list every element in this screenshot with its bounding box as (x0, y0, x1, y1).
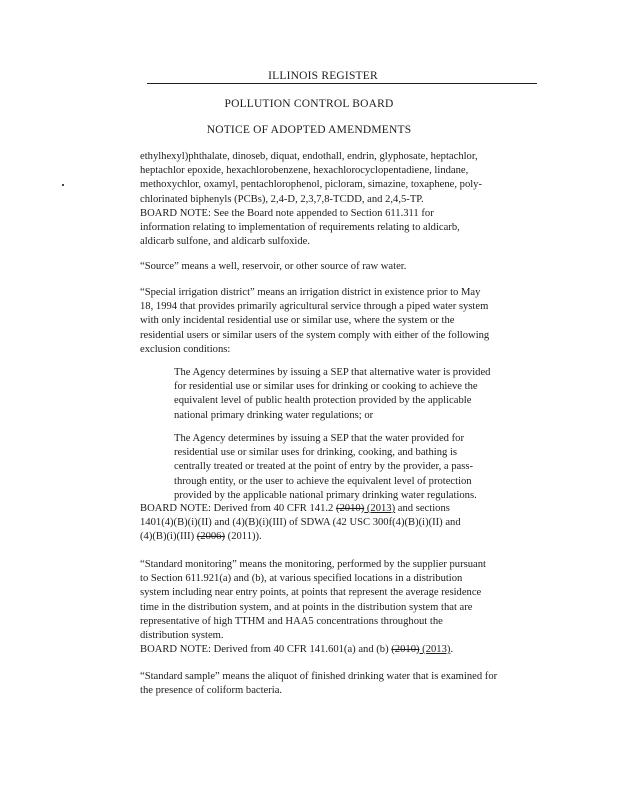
definition-continuation (108, 150, 520, 249)
text-line: information relating to implementation of requirements relating to aldicarb, (140, 222, 460, 234)
text-line: with only incidental residential use or similar use, where the system or the (140, 315, 455, 327)
scan-speck (62, 184, 64, 186)
note-text: (2011)). (225, 531, 262, 543)
text-line: exclusion conditions: (140, 343, 231, 355)
note-text: . (450, 644, 454, 655)
note-text: and sections (395, 503, 450, 514)
note-text: BOARD NOTE: Derived from 40 CFR 141.2 (140, 503, 336, 514)
text-line (140, 502, 520, 516)
text-line: chlorinated biphenyls (PCBs), 2,4-D, 2,3,7,8-TCDD, and 2,4,5-TP. (140, 193, 424, 205)
exclusion-condition-1 (174, 366, 520, 423)
inserted-text: (2013) (419, 644, 451, 655)
text-line (140, 530, 520, 544)
board-title: POLLUTION CONTROL BOARD (224, 98, 394, 110)
deleted-text: (2010) (335, 503, 365, 514)
text-line: equivalent level of public health protection provided by the applicable (174, 395, 472, 407)
source-definition (140, 260, 520, 274)
note-text: (4)(B)(i)(III) (140, 531, 197, 543)
text-line: the presence of coliform bacteria. (140, 685, 283, 697)
text-line: distribution system. (140, 630, 224, 642)
text-line: The Agency determines by issuing a SEP that alternative water is provided (174, 367, 491, 378)
text-line: 18, 1994 that provides primarily agricultural service through a piped water system (140, 301, 489, 313)
standard-sample-definition (140, 670, 520, 698)
notice-title: NOTICE OF ADOPTED AMENDMENTS (206, 124, 412, 136)
text-line: residential use or similar uses for drinking, cooking, and bathing is (174, 447, 458, 459)
header-rule (147, 83, 537, 84)
note-text: BOARD NOTE: Derived from 40 CFR 141.601(a) and (b) (140, 644, 392, 655)
special-irrigation-definition (140, 286, 520, 357)
text-line: for residential use or similar uses for drinking or cooking to achieve the (174, 381, 478, 393)
text-line: 1401(4)(B)(i)(II) and (4)(B)(i)(III) of SDWA (42 USC 300f(4)(B)(i)(II) and (140, 517, 461, 529)
text-line: time in the distribution system, and at points in the distribution system that are (140, 601, 473, 613)
inserted-text: (2013) (364, 503, 396, 514)
text-line: national primary drinking water regulations; or (174, 409, 374, 421)
standard-monitoring-definition (140, 558, 520, 643)
text-line: system including near entry points, at points that represent the average residence (140, 587, 482, 599)
text-line: ethylhexyl)phthalate, dinoseb, diquat, endothall, endrin, glyphosate, heptachlor, (140, 151, 478, 162)
text-line: provided by the applicable national primary drinking water regulations. (174, 489, 477, 501)
register-title: ILLINOIS REGISTER (268, 70, 378, 82)
text-line (140, 643, 520, 657)
text-line: The Agency determines by issuing a SEP that the water provided for (174, 433, 464, 444)
text-line: through entity, or the user to achieve the equivalent level of protection (174, 475, 472, 487)
text-line: methoxychlor, oxamyl, pentachlorophenol, picloram, simazine, toxaphene, poly- (140, 179, 483, 191)
text-line: aldicarb sulfone, and aldicarb sulfoxide. (140, 236, 311, 248)
text-line: BOARD NOTE: See the Board note appended to Section 611.311 for (140, 207, 434, 219)
board-note-monitoring (140, 643, 520, 657)
board-note-irrigation (140, 502, 520, 545)
text-line: “Standard monitoring” means the monitoring, performed by the supplier pursuant (140, 559, 486, 570)
deleted-text: (2006) (196, 531, 226, 543)
text-line: “Standard sample” means the aliquot of finished drinking water that is examined for (140, 671, 498, 682)
exclusion-condition-2 (174, 432, 520, 503)
text-line: “Special irrigation district” means an irrigation district in existence prior to May (140, 287, 481, 298)
text-line: representative of high TTHM and HAA5 concentrations throughout the (140, 615, 443, 627)
text-line: “Source” means a well, reservoir, or other source of raw water. (140, 261, 407, 272)
text-line: residential users or similar users of the system comply with either of the following (140, 329, 490, 341)
text-line: heptachlor epoxide, hexachlorobenzene, hexachlorocyclopentadiene, lindane, (140, 165, 469, 177)
deleted-text: (2010) (391, 644, 420, 655)
text-line: to Section 611.921(a) and (b), at various specified locations in a distribution (140, 573, 463, 585)
text-line: centrally treated or treated at the point of entry by the provider, a pass- (174, 461, 474, 473)
